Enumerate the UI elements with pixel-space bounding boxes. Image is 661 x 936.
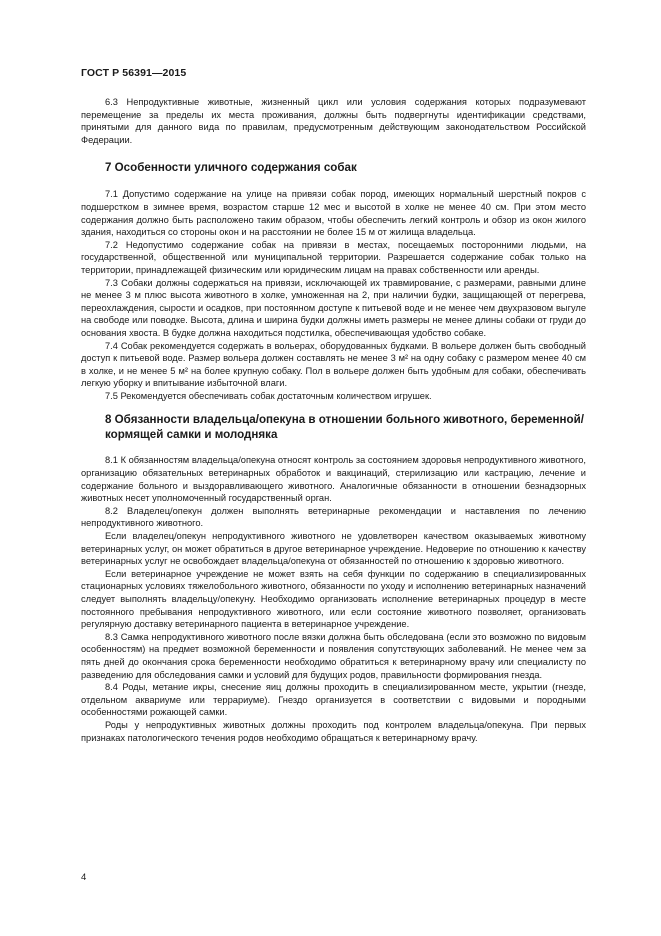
paragraph-8-2-c: Если ветеринарное учреждение не может взять на себя функции по содержанию в специализированных стационарных условиях тяжелобольного животного, обязанности по уходу и исполнению ветеринарных назначений следует выполнять владельцу/опекуну. Необходимо организовать исполнение ветеринарных процедур в месте постоянного пребывания непродуктивного животного, или если состояние животного позволяет, организовать регулярную доставку ветеринарного пациента в ветеринарное учреждение. (81, 568, 586, 630)
section-8-heading: 8 Обязанности владельца/опекуна в отношении больного животного, беременной/кормящей самки и молодняка (105, 413, 584, 442)
paragraph-8-3: 8.3 Самка непродуктивного животного после вязки должна быть обследована (если это возможно по видовым особенностям) на предмет возможной беременности и появления сопутствующих заболеваний. Не менее чем за пять дней до окончания срока беременности необходимо обратиться к ветеринарному врачу или специалисту по разведению для обследования самки и условий для будущих родов, правильности формирования гнезда. (81, 631, 586, 680)
paragraph-7-5: 7.5 Рекомендуется обеспечивать собак достаточным количеством игрушек. (105, 390, 432, 401)
paragraph-7-2: 7.2 Недопустимо содержание собак на привязи в местах, посещаемых посторонними людьми, на государственной, общественной или муниципальной территории. Разрешается содержание собак только на территории, принадлежащей физическим или юридическим лицам на правах собственности или аренды. (81, 239, 586, 275)
paragraph-8-2: 8.2 Владелец/опекун должен выполнять ветеринарные рекомендации и наставления по лечению непродуктивного животного. (81, 505, 586, 529)
document-body (81, 96, 586, 744)
paragraph-8-4: 8.4 Роды, метание икры, снесение яиц должны проходить в специализированном месте, укрытии (гнезде, отдельном аквариуме или террариуме). Гнездо организуется в соответствии с видовыми и породными особенностями рожающей самки. (81, 682, 586, 718)
paragraph-8-2-b: Если владелец/опекун непродуктивного животного не удовлетворен качеством оказываемых животному ветеринарных услуг, он может обратиться в другое ветеринарное учреждение. Недоверие по отношению к качеству ветеринарных услуг не освобождает владельца/опекуна от обязанностей по отношению к здоровью животного. (81, 531, 586, 567)
paragraph-6-3: 6.3 Непродуктивные животные, жизненный цикл или условия содержания которых подразумевают перемещение за пределы их места проживания, должны быть подвергнуты идентификации средствами, принятыми для данного вида по правилам, предусмотренным действующим законодательством Российской Федерации. (81, 97, 586, 145)
paragraph-7-4: 7.4 Собак рекомендуется содержать в вольерах, оборудованных будками. В вольере должен быть свободный доступ к питьевой воде. Размер вольера должен составлять не менее 3 м² на одну собаку с размером менее 40 см в холке, и не менее 5 м² на более крупную собаку. Пол в вольере должен быть удобным для собаки, обеспечивать легкую уборку и впитывание избыточной влаги. (81, 340, 586, 389)
paragraph-8-4-b: Роды у непродуктивных животных должны проходить под контролем владельца/опекуна. При первых признаках патологического течения родов необходимо обращаться к ветеринарному врачу. (81, 719, 586, 743)
paragraph-8-1: 8.1 К обязанностям владельца/опекуна относят контроль за состоянием здоровья непродуктивного животного, организацию обязательных ветеринарных обработок и вакцинаций, стерилизацию или кастрацию, лечение и содержание больного и выздоравливающего животного. Аналогичные обязанности в отношении безнадзорных животных несет уполномоченный государственный орган. (81, 455, 586, 504)
paragraph-7-3: 7.3 Собаки должны содержаться на привязи, исключающей их травмирование, с размерами, равными длине не менее 3 м плюс высота животного в холке, умноженная на 2, при наличии будки, защищающей от перегрева, переохлаждения, сырости и осадков, при постоянном доступе к питьевой воде и не менее чем двухразовом выгуле на свободе или поводке. Высота, длина и ширина будки должны иметь размеры не менее длины собаки от груди до основания хвоста. В будке должна находиться подстилка, обеспечивающая удобство собаке. (81, 277, 586, 338)
standard-header: ГОСТ Р 56391—2015 (81, 67, 187, 79)
paragraph-7-1: 7.1 Допустимо содержание на улице на привязи собак пород, имеющих нормальный шерстный покров с подшерстком в зимнее время, возрастом старше 12 мес и высотой в холке не менее 40 см. При этом место содержания должно быть расположено таким образом, чтобы обеспечить легкий контроль и обзор из окон жилого здания, находиться со стороны окон и на расстоянии не более 15 м от жилища владельца. (81, 189, 586, 238)
section-7-heading: 7 Особенности уличного содержания собак (105, 161, 357, 175)
page-number: 4 (81, 872, 87, 883)
